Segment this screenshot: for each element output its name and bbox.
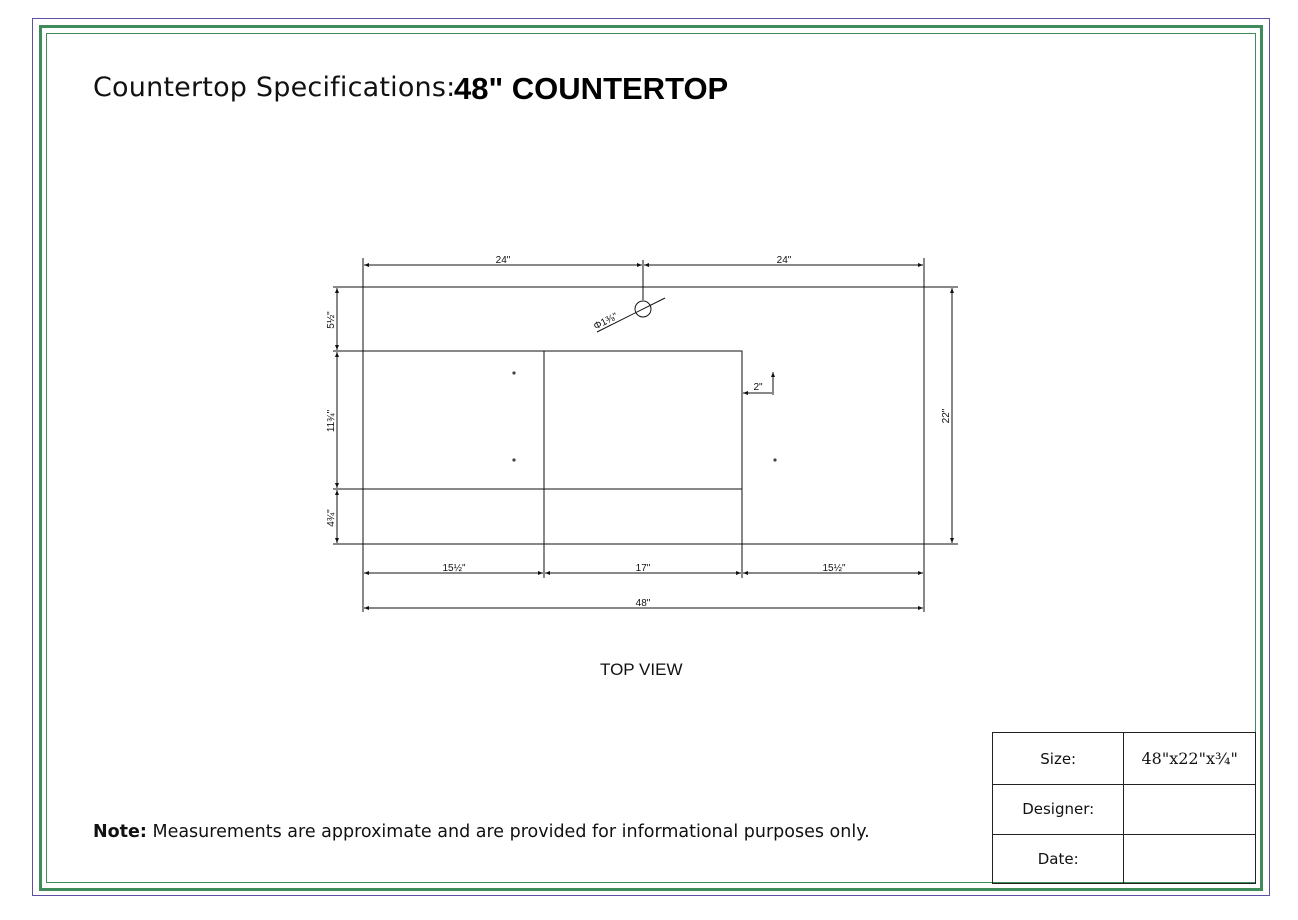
dim-bottom-right: 15½" — [822, 563, 846, 574]
table-row — [993, 785, 1256, 834]
designer-value — [1124, 785, 1256, 834]
sink-middle-box — [544, 351, 742, 489]
mount-dot — [512, 371, 515, 374]
mount-dot — [512, 458, 515, 461]
date-value — [1124, 834, 1256, 883]
dim-faucet-hole: Φ1⅜" — [592, 311, 620, 333]
title-label: Countertop Specifications: — [93, 72, 456, 103]
size-value: 48"x22"x¾" — [1124, 733, 1256, 785]
designer-label: Designer: — [993, 785, 1124, 834]
mount-dot — [773, 458, 776, 461]
table-row — [993, 733, 1256, 785]
dim-overall-width: 48" — [635, 598, 651, 609]
countertop-outline — [363, 287, 924, 544]
size-label: Size: — [993, 733, 1124, 785]
table-row — [993, 834, 1256, 883]
title-value: 48" COUNTERTOP — [454, 71, 729, 106]
dim-sink-offset: 2" — [753, 382, 763, 393]
date-label: Date: — [993, 834, 1124, 883]
dim-top-right: 24" — [776, 255, 792, 266]
dim-bottom-left: 15½" — [442, 563, 466, 574]
note-label: Note: — [93, 822, 147, 842]
view-label: TOP VIEW — [600, 660, 683, 679]
dim-left-top: 5½" — [326, 311, 337, 329]
note-text: Measurements are approximate and are provided for informational purposes only. — [146, 822, 870, 842]
spec-table — [992, 732, 1256, 884]
note — [93, 822, 870, 842]
dim-right-height: 22" — [941, 408, 952, 424]
dim-left-bottom: 4¾" — [326, 509, 337, 527]
dim-top-left: 24" — [495, 255, 511, 266]
dim-left-middle: 11¾" — [326, 409, 337, 433]
sink-left-box — [363, 351, 544, 489]
dim-bottom-middle: 17" — [635, 563, 651, 574]
